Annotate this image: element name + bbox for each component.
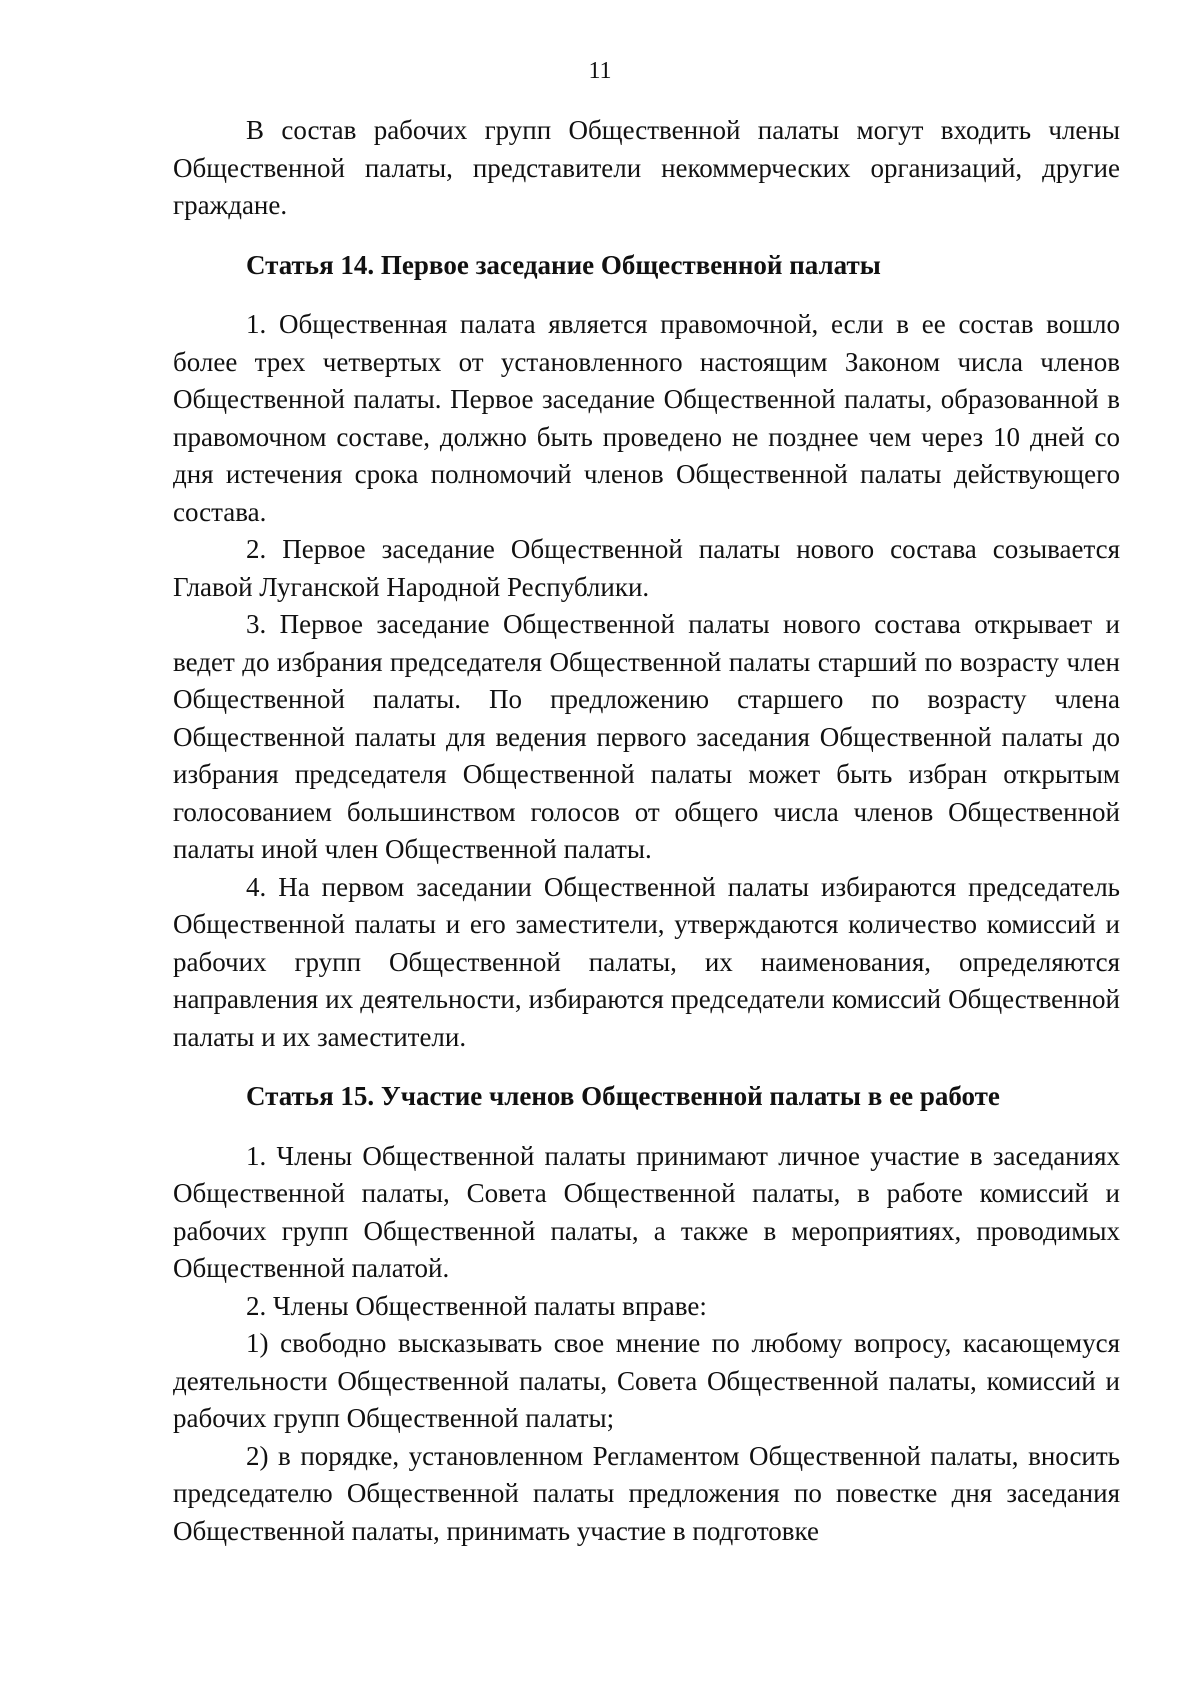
article-14-paragraph-2: 2. Первое заседание Общественной палаты нового состава созывается Главой Луганской Народной Республики. xyxy=(173,534,1120,602)
article-14-heading: Статья 14. Первое заседание Общественной палаты xyxy=(246,249,881,280)
article-14-paragraph-1: 1. Общественная палата является правомочной, если в ее состав вошло более трех четвертых от установленного настоящим Законом числа членов Общественной палаты. Первое заседание Общественной палаты, образованной в правомочном составе, должно быть проведено не позднее чем через 10 дней со дня истечения срока полномочий членов Общественной палаты действующего состава. xyxy=(173,309,1120,527)
intro-paragraph: В состав рабочих групп Общественной палаты могут входить члены Общественной палаты, представители некоммерческих организаций, другие граждане. xyxy=(173,115,1120,220)
article-15-body xyxy=(173,1138,1120,1551)
article-15-heading: Статья 15. Участие членов Общественной палаты в ее работе xyxy=(246,1081,1000,1111)
page-number: 11 xyxy=(588,58,612,84)
document-body xyxy=(173,112,1120,1550)
article-15-paragraph-1: 1. Члены Общественной палаты принимают личное участие в заседаниях Общественной палаты, Совета Общественной палаты, в работе комиссий и рабочих групп Общественной палаты, а также в мероприятиях, проводимых Общественной палатой. xyxy=(173,1140,1120,1283)
article-14-paragraph-3: 3. Первое заседание Общественной палаты нового состава открывает и ведет до избрания председателя Общественной палаты старший по возрасту член Общественной палаты. По предложению старшего по возрасту члена Общественной палаты для ведения первого заседания Общественной палаты до избрания председателя Общественной палаты может быть избран открытым голосованием большинством голосов от общего числа членов Общественной палаты иной член Общественной палаты. xyxy=(173,609,1120,864)
article-15-item-2: 2) в порядке, установленном Регламентом Общественной палаты, вносить председателю Общественной палаты предложения по повестке дня заседания Общественной палаты, принимать участие в подготовке xyxy=(173,1440,1120,1546)
article-15-paragraph-2: 2. Члены Общественной палаты вправе: xyxy=(246,1290,707,1321)
article-14-body xyxy=(173,306,1120,1056)
article-15-item-1: 1) свободно высказывать свое мнение по любому вопросу, касающемуся деятельности Общественной палаты, Совета Общественной палаты, комиссий и рабочих групп Общественной палаты; xyxy=(173,1328,1120,1433)
article-14-paragraph-4: 4. На первом заседании Общественной палаты избираются председатель Общественной палаты и его заместители, утверждаются количество комиссий и рабочих групп Общественной палаты, их наименования, определяются направления их деятельности, избираются председатели комиссий Общественной палаты и их заместители. xyxy=(173,871,1120,1052)
